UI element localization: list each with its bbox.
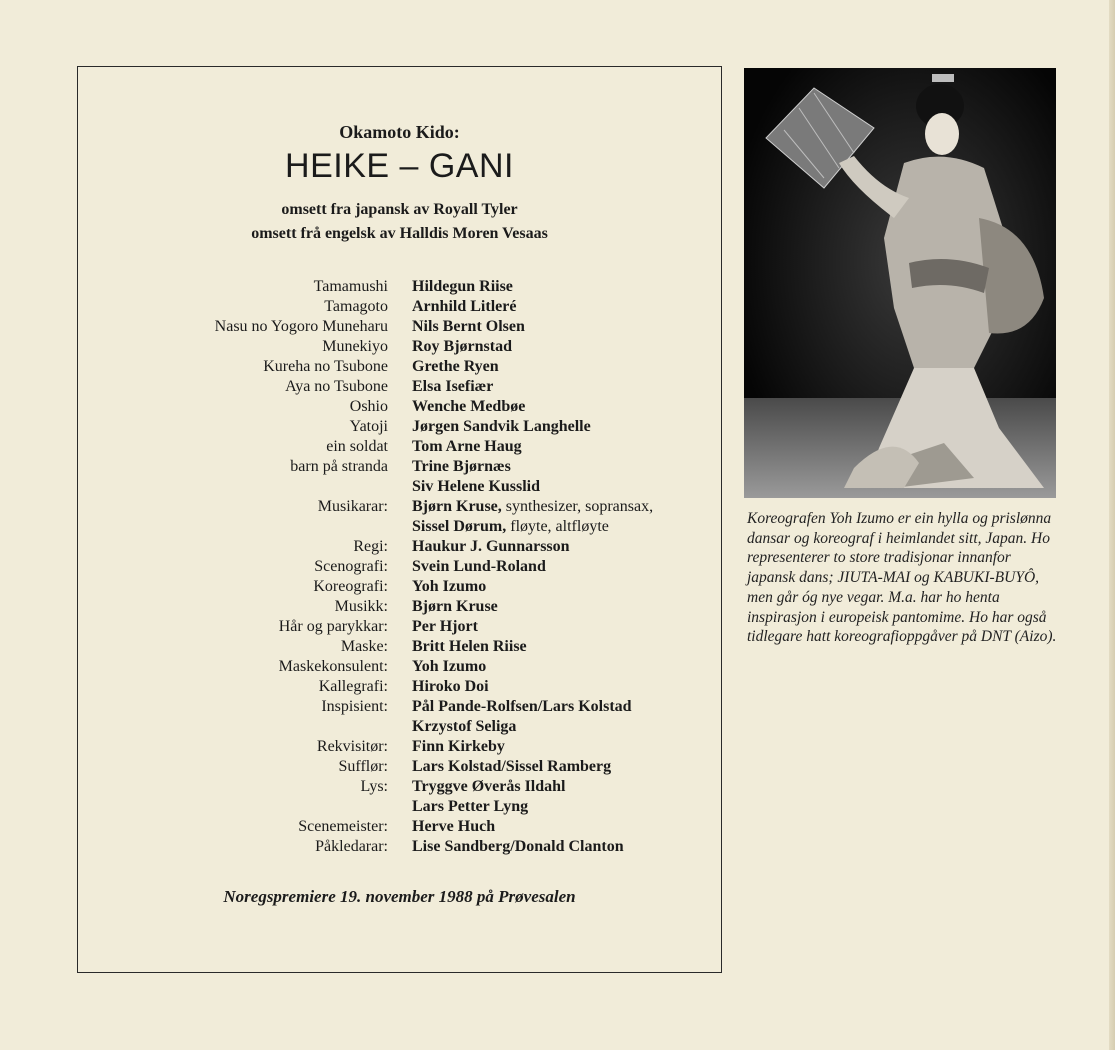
photo-caption: Koreografen Yoh Izumo er ein hylla og prislønna dansar og koreograf i heimlandet sitt, Japan. Ho representerer to store tradisjonar innanfor japansk dans; JIUTA-MAI og KABUKI-BUYÔ, men går óg nye vegar. M.a. har ho henta inspirasjon i europeisk pantomime. Ho har også tidlegare hatt koreografioppgåver på DNT (Aizo). bbox=[747, 510, 1057, 646]
credit-name bbox=[412, 717, 516, 737]
credit-role: Musikk: bbox=[334, 598, 388, 615]
credit-name-text: Yoh Izumo bbox=[412, 578, 487, 595]
credit-name-text: Jørgen Sandvik Langhelle bbox=[412, 418, 591, 435]
credit-name-text: Pål Pande-Rolfsen/Lars Kolstad bbox=[412, 698, 632, 715]
credit-name-text: Haukur J. Gunnarsson bbox=[412, 538, 570, 555]
credit-name bbox=[412, 497, 653, 517]
credit-name bbox=[412, 397, 525, 417]
credit-name-text: Roy Bjørnstad bbox=[412, 338, 513, 355]
credit-name bbox=[412, 337, 512, 357]
credit-role: Rekvisitør: bbox=[316, 738, 388, 755]
credit-name bbox=[412, 517, 609, 537]
credit-name bbox=[412, 697, 632, 717]
credit-role bbox=[78, 797, 388, 817]
credit-name-text: Finn Kirkeby bbox=[412, 738, 505, 755]
credit-name-text: Per Hjort bbox=[412, 618, 478, 635]
credit-name bbox=[412, 537, 570, 557]
credit-name bbox=[412, 617, 478, 637]
credit-role: Kallegrafi: bbox=[318, 678, 388, 695]
credit-name-text: Lise Sandberg/Donald Clanton bbox=[412, 838, 624, 855]
credit-role: Munekiyo bbox=[322, 338, 388, 355]
credit-role: Påkledarar: bbox=[315, 838, 388, 855]
credit-name-text: Siv Helene Kusslid bbox=[412, 478, 541, 495]
credit-row bbox=[78, 737, 723, 757]
credit-role: Aya no Tsubone bbox=[285, 378, 388, 395]
credit-name bbox=[412, 597, 498, 617]
credit-name bbox=[412, 737, 505, 757]
credit-row bbox=[78, 537, 723, 557]
credit-name bbox=[412, 677, 489, 697]
credit-role: Regi: bbox=[353, 538, 388, 555]
credit-name bbox=[412, 457, 511, 477]
credit-name-text: Hildegun Riise bbox=[412, 278, 513, 295]
credit-name bbox=[412, 837, 624, 857]
credit-role: Inspisient: bbox=[321, 698, 388, 715]
credit-name bbox=[412, 277, 513, 297]
credit-name bbox=[412, 757, 611, 777]
credit-name-text: Herve Huch bbox=[412, 818, 496, 835]
translation-credit-japanese: omsett fra japansk av Royall Tyler bbox=[281, 201, 518, 218]
credit-name bbox=[412, 297, 516, 317]
credit-role: barn på stranda bbox=[290, 458, 388, 475]
credit-role: Maske: bbox=[340, 638, 388, 655]
credit-role: Tamagoto bbox=[324, 298, 388, 315]
credit-name-text: Britt Helen Riise bbox=[412, 638, 527, 655]
credit-role: Maskekonsulent: bbox=[278, 658, 388, 675]
credit-role: Koreografi: bbox=[313, 578, 388, 595]
credit-row bbox=[78, 457, 723, 477]
credit-role: Hår og parykkar: bbox=[278, 618, 388, 635]
credit-name-text: Tryggve Øverås Ildahl bbox=[412, 778, 566, 795]
credit-name bbox=[412, 657, 486, 677]
credit-name-text: Bjørn Kruse bbox=[412, 598, 498, 615]
credit-instrument-detail: synthesizer, sopransax, bbox=[501, 498, 654, 515]
cast-list-box bbox=[77, 66, 722, 973]
credit-role: Kureha no Tsubone bbox=[263, 358, 388, 375]
credit-role: Lys: bbox=[360, 778, 388, 795]
credit-row bbox=[78, 497, 723, 517]
credit-role bbox=[78, 477, 388, 497]
credit-name-text: Tom Arne Haug bbox=[412, 438, 522, 455]
credit-name bbox=[412, 417, 591, 437]
credit-name-text: Wenche Medbøe bbox=[412, 398, 526, 415]
credit-role bbox=[78, 717, 388, 737]
credit-name bbox=[412, 577, 486, 597]
credit-row bbox=[78, 337, 723, 357]
credit-row bbox=[78, 637, 723, 657]
credit-role: Sufflør: bbox=[338, 758, 388, 775]
credit-row bbox=[78, 437, 723, 457]
play-title: HEIKE – GANI bbox=[285, 147, 514, 185]
credit-row bbox=[78, 797, 723, 817]
credit-row bbox=[78, 277, 723, 297]
credit-name bbox=[412, 637, 527, 657]
credit-row bbox=[78, 577, 723, 597]
credit-name-text: Trine Bjørnæs bbox=[412, 458, 511, 475]
credit-row bbox=[78, 517, 723, 537]
credit-name bbox=[412, 777, 565, 797]
credit-row bbox=[78, 397, 723, 417]
credit-name-text: Yoh Izumo bbox=[412, 658, 487, 675]
credit-name bbox=[412, 377, 493, 397]
credit-name-text: Krzystof Seliga bbox=[412, 718, 517, 735]
credit-name-text: Lars Kolstad/Sissel Ramberg bbox=[412, 758, 612, 775]
credit-name bbox=[412, 477, 540, 497]
credit-row bbox=[78, 837, 723, 857]
credit-row bbox=[78, 657, 723, 677]
credit-role: Yatoji bbox=[349, 418, 388, 435]
credit-name-text: Elsa Isefiær bbox=[412, 378, 494, 395]
credit-role: Musikarar: bbox=[317, 498, 388, 515]
page-edge bbox=[1109, 0, 1115, 1050]
credit-row bbox=[78, 557, 723, 577]
credit-row bbox=[78, 817, 723, 837]
credit-row bbox=[78, 597, 723, 617]
credit-role: Nasu no Yogoro Muneharu bbox=[214, 318, 388, 335]
credit-name-text: Svein Lund-Roland bbox=[412, 558, 546, 575]
credit-role: ein soldat bbox=[326, 438, 388, 455]
credit-row bbox=[78, 757, 723, 777]
credit-row bbox=[78, 717, 723, 737]
dancer-photo bbox=[744, 68, 1056, 498]
translation-credit-english: omsett frå engelsk av Halldis Moren Vesaas bbox=[251, 225, 548, 242]
credit-row bbox=[78, 677, 723, 697]
credit-row bbox=[78, 357, 723, 377]
credit-row bbox=[78, 777, 723, 797]
credit-row bbox=[78, 477, 723, 497]
credit-name bbox=[412, 817, 495, 837]
credit-row bbox=[78, 697, 723, 717]
credit-role: Scenografi: bbox=[314, 558, 388, 575]
credit-row bbox=[78, 417, 723, 437]
credit-row bbox=[78, 617, 723, 637]
credit-name bbox=[412, 317, 525, 337]
credit-name-text: Arnhild Litleré bbox=[412, 298, 517, 315]
credit-row bbox=[78, 297, 723, 317]
credit-role: Scenemeister: bbox=[298, 818, 388, 835]
credit-role bbox=[78, 517, 388, 537]
credit-row bbox=[78, 377, 723, 397]
credits-list bbox=[78, 277, 723, 857]
credit-role: Tamamushi bbox=[313, 278, 388, 295]
credit-name bbox=[412, 797, 528, 817]
credit-row bbox=[78, 317, 723, 337]
premiere-line: Noregspremiere 19. november 1988 på Prøvesalen bbox=[223, 887, 576, 906]
credit-name-text: Nils Bernt Olsen bbox=[412, 318, 525, 335]
credit-name-text: Sissel Dørum, bbox=[412, 518, 507, 535]
credit-name-text: Bjørn Kruse, bbox=[412, 498, 502, 515]
credit-name bbox=[412, 437, 522, 457]
credit-role: Oshio bbox=[349, 398, 388, 415]
credit-name-text: Lars Petter Lyng bbox=[412, 798, 529, 815]
credit-name-text: Hiroko Doi bbox=[412, 678, 489, 695]
credit-name-text: Grethe Ryen bbox=[412, 358, 499, 375]
credit-name bbox=[412, 357, 499, 377]
credit-instrument-detail: fløyte, altfløyte bbox=[506, 518, 609, 535]
credit-name bbox=[412, 557, 546, 577]
author: Okamoto Kido: bbox=[339, 122, 460, 142]
